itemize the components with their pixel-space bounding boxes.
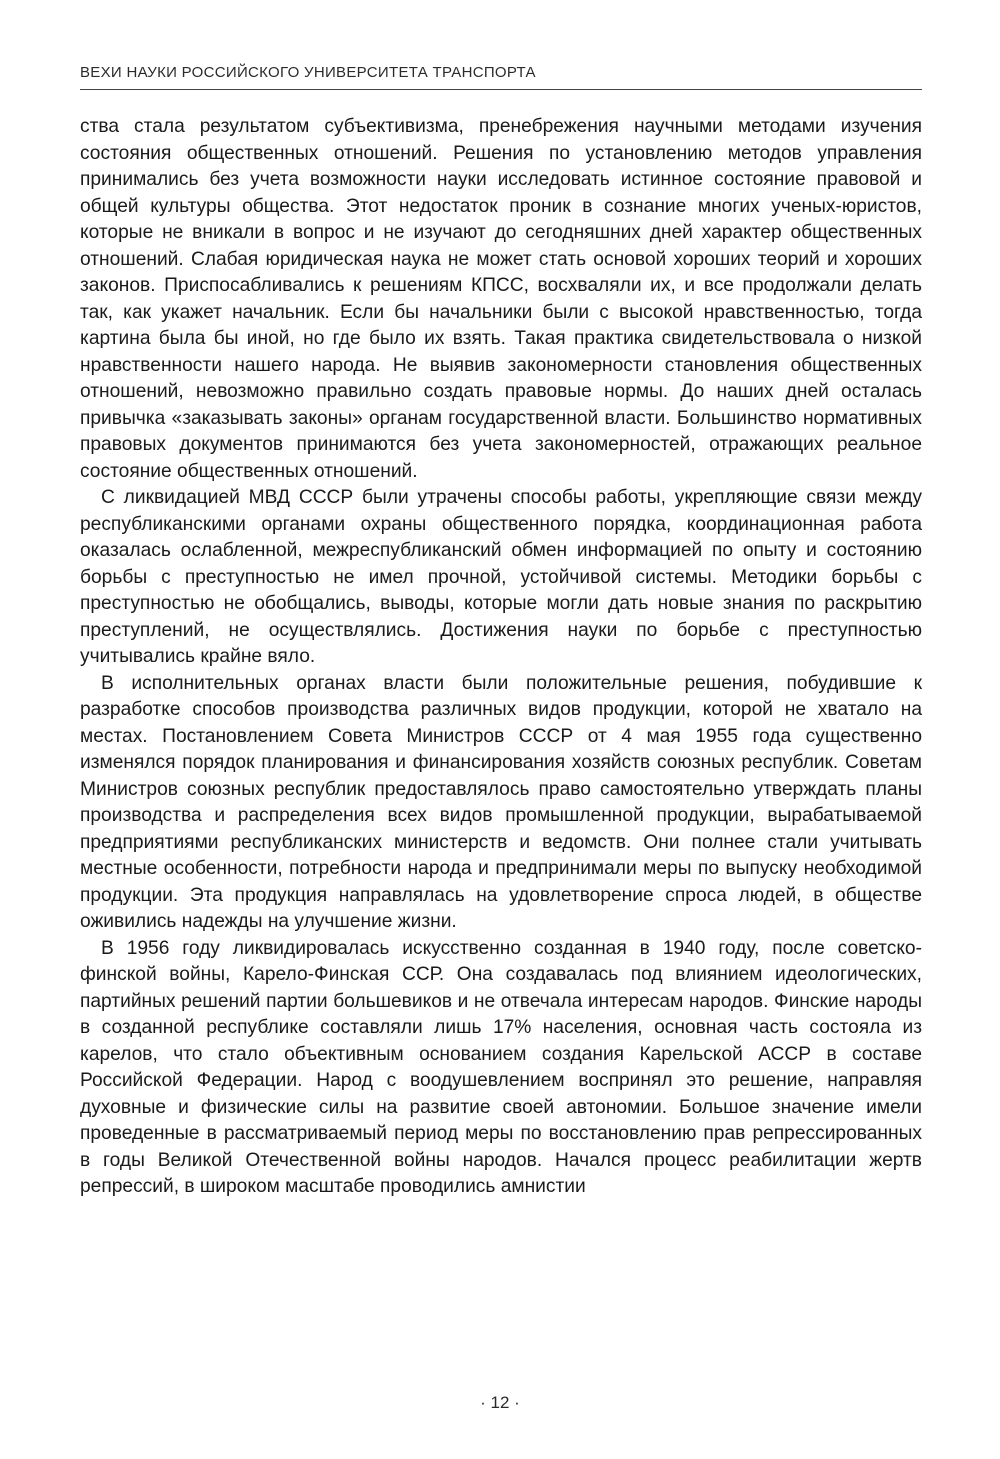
paragraph: В исполнительных органах власти были положительные решения, побудившие к разработке способов производства различных видов продукции, которой не хватало на местах. Постановлением Совета Министров СССР от 4 мая 1955 года существенно изменялся порядок планирования и финансирования хозяйств союзных республик. Советам Министров союзных республик предоставлялось право самостоятельно утверждать планы производства и распределения всех видов промышленной продукции, вырабатываемой предприятиями республиканских министерств и ведомств. Они полнее стали учитывать местные особенности, потребности народа и предпринимали меры по выпуску необходимой продукции. Эта продукция направлялась на удовлетворение спроса людей, в обществе оживились надежды на улучшение жизни. (80, 672, 922, 932)
page-number: · 12 · (480, 1393, 520, 1412)
header-rule (80, 89, 922, 90)
running-header: ВЕХИ НАУКИ РОССИЙСКОГО УНИВЕРСИТЕТА ТРАНСПОРТА (80, 64, 536, 81)
paragraph: ства стала результатом субъективизма, пренебрежения научными методами изучения состояния общественных отношений. Решения по установлению методов управления принимались без учета возможности науки исследовать истинное состояние правовой и общей культуры общества. Этот недостаток проник в сознание многих ученых-юристов, которые не вникали в вопрос и не изучают до сегодняшних дней характер общественных отношений. Слабая юридическая наука не может стать основой хороших теорий и хороших законов. Приспосабливались к решениям КПСС, восхваляли их, и все продолжали делать так, как укажет начальник. Если бы начальники были с высокой нравственностью, тогда картина была бы иной, но где было их взять. Такая практика свидетельствовала о низкой нравственности нашего народа. Не выявив закономерности становления общественных отношений, невозможно правильно создать правовые нормы. До наших дней осталась привычка «заказывать законы» органам государственной власти. Большинство нормативных правовых документов принимаются без учета закономерностей, отражающих реальное состояние общественных отношений. (80, 116, 922, 482)
paragraph: С ликвидацией МВД СССР были утрачены способы работы, укрепляющие связи между республиканскими органами охраны общественного порядка, координационная работа оказалась ослабленной, межреспубликанский обмен информацией по опыту и состоянию борьбы с преступностью не имел прочной, устойчивой системы. Методики борьбы с преступностью не обобщались, выводы, которые могли дать новые знания по раскрытию преступлений, не осуществлялись. Достижения науки по борьбе с преступностью учитывались крайне вяло. (80, 487, 922, 667)
paragraph: В 1956 году ликвидировалась искусственно созданная в 1940 году, после советско-финской войны, Карело-Финская ССР. Она создавалась под влиянием идеологических, партийных решений партии большевиков и не отвечала интересам народов. Финские народы в созданной республике составляли лишь 17% населения, основная часть состояла из карелов, что стало объективным основанием создания Карельской АССР в составе Российской Федерации. Народ с воодушевлением воспринял это решение, направляя духовные и физические силы на развитие своей автономии. Большое значение имели проведенные в рассматриваемый период меры по восстановлению прав репрессированных в годы Великой Отечественной войны народов. Начался процесс реабилитации жертв репрессий, в широком масштабе проводились амнистии (80, 937, 922, 1197)
body-text (80, 114, 922, 1201)
